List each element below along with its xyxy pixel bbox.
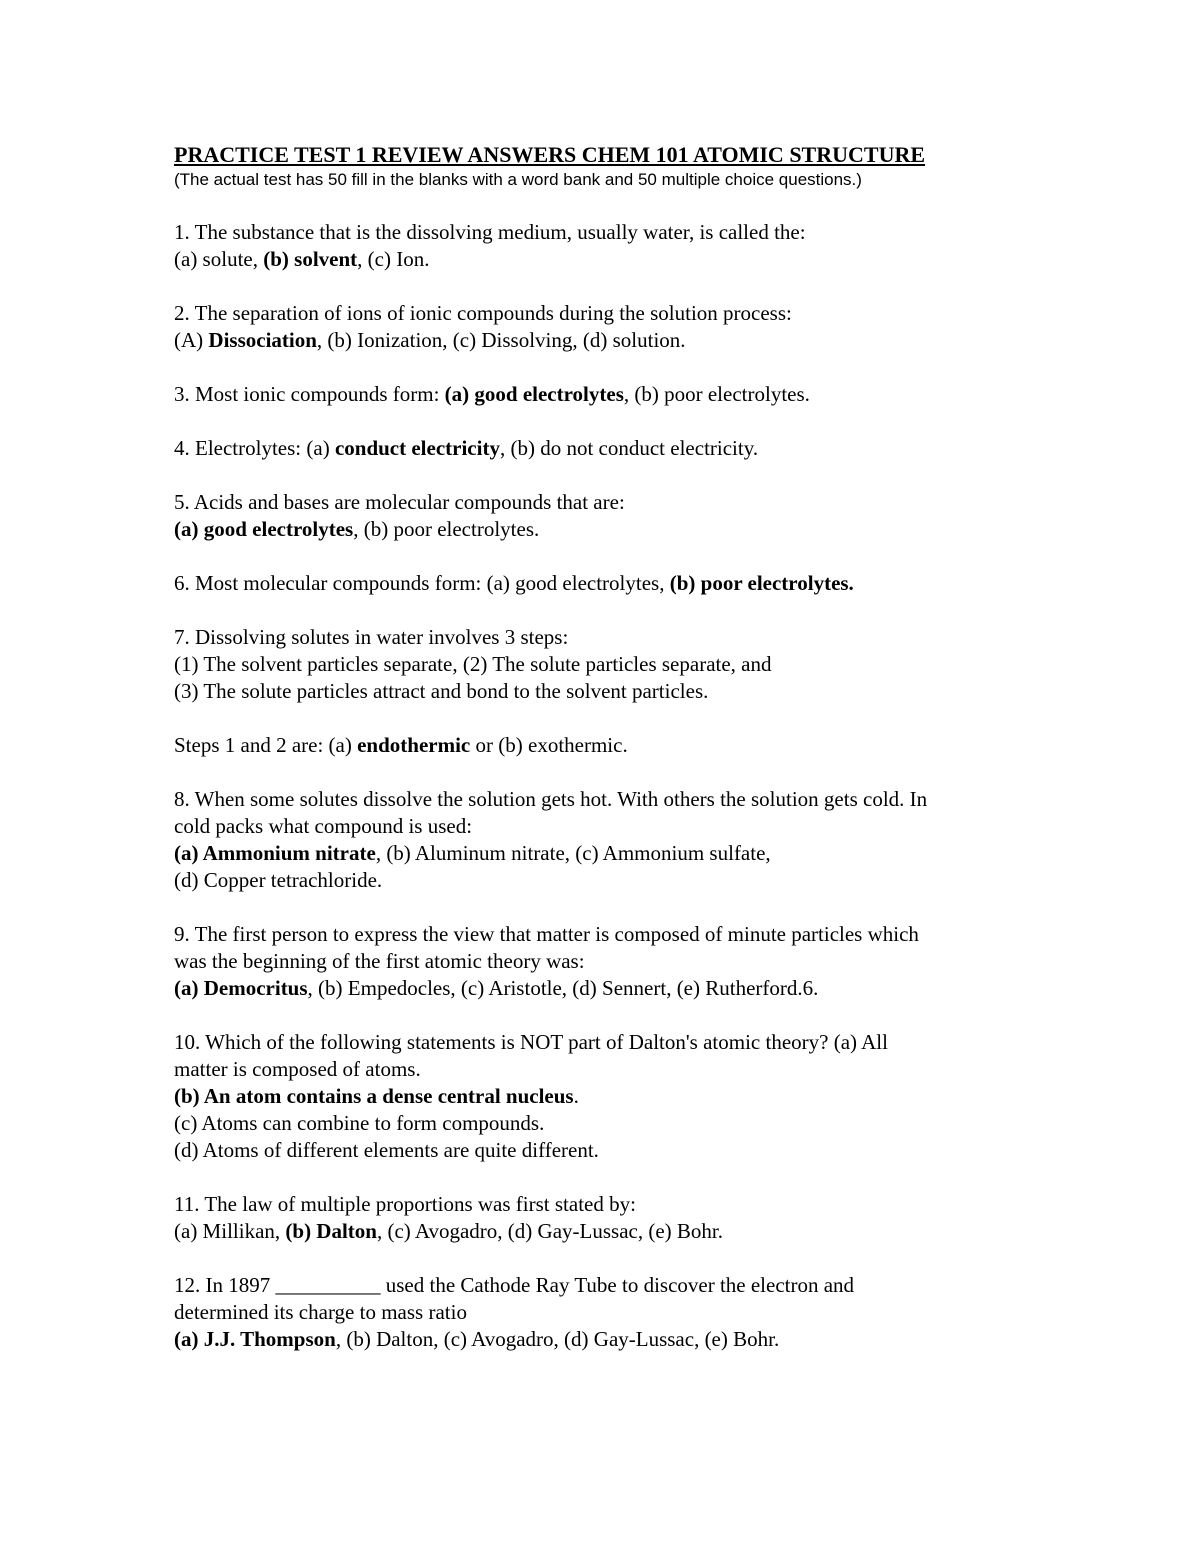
- question-line: [174, 624, 1054, 651]
- question-line: [174, 921, 1054, 948]
- question-line: [174, 1218, 1054, 1245]
- question-list: [174, 219, 1054, 1353]
- question-block: [174, 1272, 1054, 1353]
- question-line: [174, 1272, 1054, 1299]
- question-block: [174, 435, 1054, 462]
- question-text: (d) Copper tetrachloride.: [174, 868, 383, 892]
- question-block: [174, 921, 1054, 1002]
- question-text: , (b) do not conduct electricity.: [499, 436, 759, 460]
- question-text: , (b) Empedocles, (c) Aristotle, (d) Sennert, (e) Rutherford.6.: [307, 976, 819, 1000]
- question-block: [174, 489, 1054, 543]
- question-text: cold packs what compound is used:: [174, 814, 473, 838]
- question-text: 12. In 1897 __________ used the Cathode Ray Tube to discover the electron and: [174, 1273, 855, 1297]
- answer-text: (a) Ammonium nitrate: [174, 841, 376, 865]
- answer-text: (a) good electrolytes: [444, 382, 624, 406]
- page-title: PRACTICE TEST 1 REVIEW ANSWERS CHEM 101 ATOMIC STRUCTURE: [174, 142, 926, 167]
- question-line: [174, 678, 1054, 705]
- question-block: [174, 219, 1054, 273]
- question-line: [174, 651, 1054, 678]
- answer-text: Dissociation: [208, 328, 317, 352]
- question-text: (1) The solvent particles separate, (2) The solute particles separate, and: [174, 652, 772, 676]
- question-text: 6. Most molecular compounds form: (a) good electrolytes,: [174, 571, 670, 595]
- question-text: 2. The separation of ions of ionic compounds during the solution process:: [174, 301, 792, 325]
- question-block: [174, 381, 1054, 408]
- question-line: [174, 732, 1054, 759]
- document-page: [174, 141, 1054, 1353]
- question-line: [174, 489, 1054, 516]
- page-subtitle: (The actual test has 50 fill in the blanks with a word bank and 50 multiple choice questions.): [174, 170, 862, 189]
- question-text: (d) Atoms of different elements are quite different.: [174, 1138, 599, 1162]
- question-text: Steps 1 and 2 are: (a): [174, 733, 358, 757]
- question-block: [174, 1191, 1054, 1245]
- question-line: [174, 1056, 1054, 1083]
- question-block: [174, 624, 1054, 705]
- question-text: was the beginning of the first atomic theory was:: [174, 949, 585, 973]
- question-line: [174, 1083, 1054, 1110]
- question-text: , (b) Ionization, (c) Dissolving, (d) solution.: [316, 328, 686, 352]
- question-line: [174, 1326, 1054, 1353]
- question-text: , (b) Aluminum nitrate, (c) Ammonium sulfate,: [375, 841, 771, 865]
- question-text: (a) Millikan,: [174, 1219, 286, 1243]
- question-text: , (b) poor electrolytes.: [623, 382, 810, 406]
- answer-text: endothermic: [357, 733, 471, 757]
- answer-text: (a) J.J. Thompson: [174, 1327, 336, 1351]
- question-line: [174, 1029, 1054, 1056]
- question-text: , (c) Avogadro, (d) Gay-Lussac, (e) Bohr.: [376, 1219, 723, 1243]
- question-text: 3. Most ionic compounds form:: [174, 382, 445, 406]
- question-text: 5. Acids and bases are molecular compounds that are:: [174, 490, 625, 514]
- question-text: , (b) Dalton, (c) Avogadro, (d) Gay-Lussac, (e) Bohr.: [335, 1327, 780, 1351]
- answer-text: conduct electricity: [334, 436, 500, 460]
- question-line: [174, 435, 1054, 462]
- answer-text: (b) Dalton: [285, 1219, 377, 1243]
- question-text: (A): [174, 328, 209, 352]
- question-block: [174, 1029, 1054, 1164]
- question-text: (c) Atoms can combine to form compounds.: [174, 1111, 545, 1135]
- question-line: [174, 786, 1054, 813]
- question-block: [174, 786, 1054, 894]
- question-block: [174, 300, 1054, 354]
- answer-text: (a) Democritus: [174, 976, 308, 1000]
- question-text: (3) The solute particles attract and bond to the solvent particles.: [174, 679, 709, 703]
- answer-text: (b) solvent: [263, 247, 358, 271]
- question-line: [174, 1191, 1054, 1218]
- answer-text: (b) An atom contains a dense central nucleus: [174, 1084, 574, 1108]
- question-block: [174, 732, 1054, 759]
- question-line: [174, 975, 1054, 1002]
- question-text: , (c) Ion.: [357, 247, 430, 271]
- question-line: [174, 300, 1054, 327]
- question-text: or (b) exothermic.: [470, 733, 628, 757]
- question-text: determined its charge to mass ratio: [174, 1300, 467, 1324]
- question-line: [174, 867, 1054, 894]
- question-line: [174, 1299, 1054, 1326]
- question-line: [174, 219, 1054, 246]
- question-line: [174, 381, 1054, 408]
- question-text: (a) solute,: [174, 247, 264, 271]
- question-line: [174, 327, 1054, 354]
- question-block: [174, 570, 1054, 597]
- question-text: , (b) poor electrolytes.: [353, 517, 540, 541]
- question-line: [174, 840, 1054, 867]
- question-text: 7. Dissolving solutes in water involves 3 steps:: [174, 625, 569, 649]
- question-text: .: [573, 1084, 579, 1108]
- question-text: 9. The first person to express the view that matter is composed of minute particles which: [174, 922, 919, 946]
- question-line: [174, 1137, 1054, 1164]
- question-text: 11. The law of multiple proportions was first stated by:: [174, 1192, 636, 1216]
- answer-text: (b) poor electrolytes.: [669, 571, 854, 595]
- question-text: matter is composed of atoms.: [174, 1057, 421, 1081]
- question-line: [174, 948, 1054, 975]
- question-line: [174, 570, 1054, 597]
- question-line: [174, 516, 1054, 543]
- question-text: 4. Electrolytes: (a): [174, 436, 335, 460]
- question-text: 1. The substance that is the dissolving medium, usually water, is called the:: [174, 220, 806, 244]
- question-line: [174, 246, 1054, 273]
- question-line: [174, 813, 1054, 840]
- answer-text: (a) good electrolytes: [174, 517, 354, 541]
- question-line: [174, 1110, 1054, 1137]
- question-text: 8. When some solutes dissolve the solution gets hot. With others the solution gets cold. In: [174, 787, 928, 811]
- question-text: 10. Which of the following statements is NOT part of Dalton's atomic theory? (a) All: [174, 1030, 888, 1054]
